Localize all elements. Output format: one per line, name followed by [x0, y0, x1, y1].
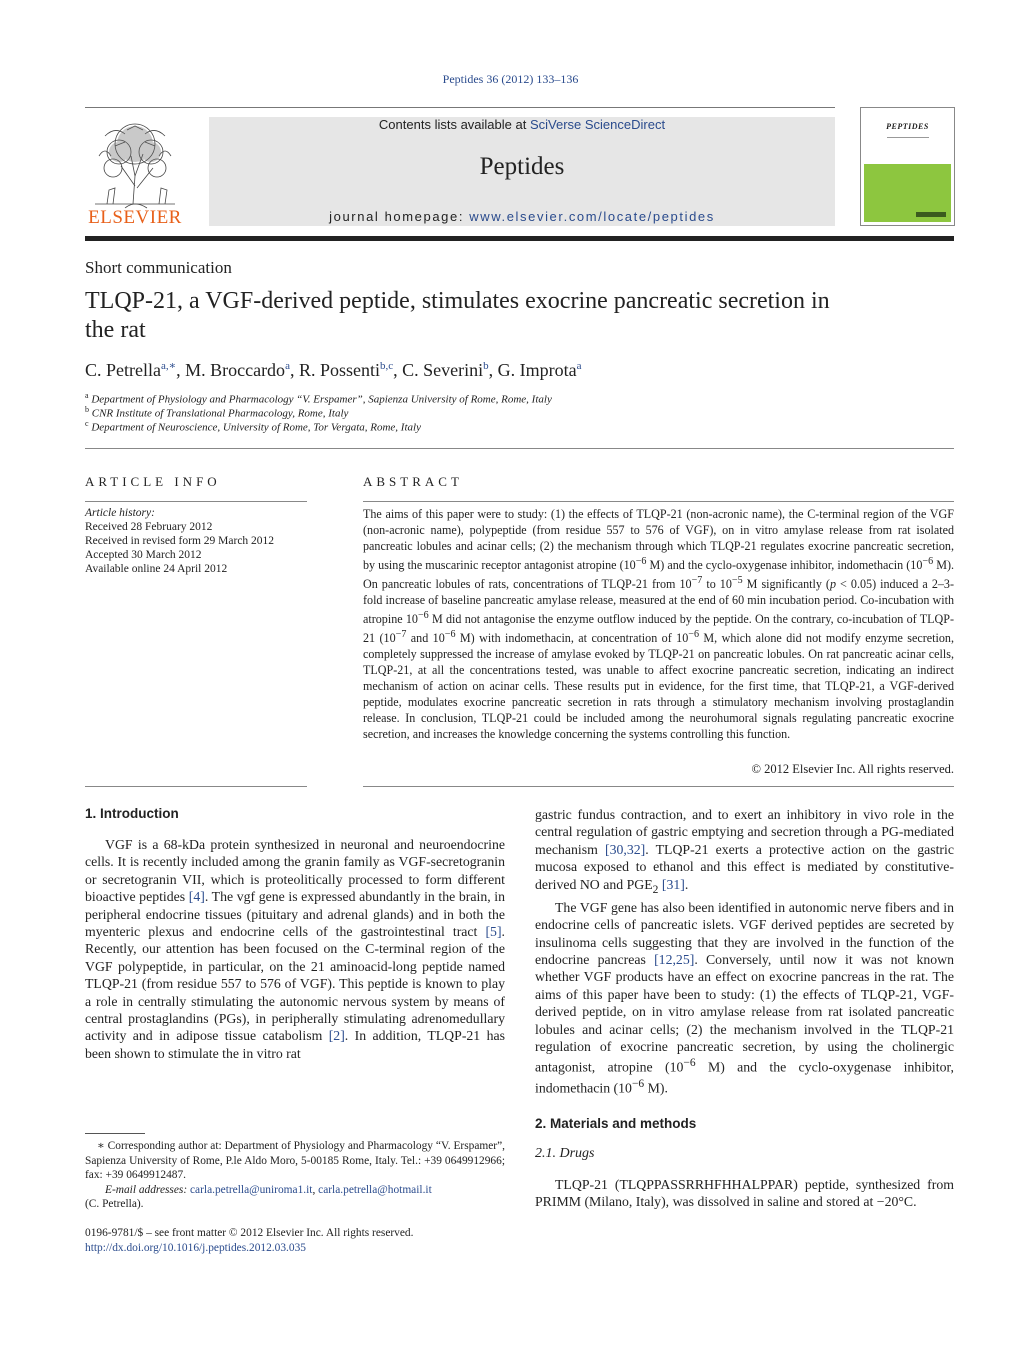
- footnote-divider: [85, 1133, 145, 1134]
- introduction-paragraph-1: VGF is a 68-kDa protein synthesized in neuronal and neuroendocrine cells. It is recently included among the granin family as VGF-secretogranin or secretogranin VII, which is proteolitically processed to form different bioactive peptides [4]. The vgf gene is expressed abundantly in the brain, in peripheral endocrine tissues (pituitary and adrenal glands) and in both the myenteric plexus and endocrine cells of the gastrointestinal tract [5]. Recently, our attention has been focused on the C-terminal region of the VGF polypeptide, in particular, on the 21 aminoacid-long peptide named TLQP-21 (from residue 557 to 576 of VGF). This peptide is known to play a role in centrally stimulating the autonomic nervous system by means of central prostaglandins (PGs), in peripherally stimulating adrenomedullary activity and in adipose tissue catabolism [2]. In addition, TLQP-21 has been shown to stimulate the in vitro rat: [85, 837, 505, 1061]
- header-thick-divider: [85, 236, 954, 241]
- cover-title: PEPTIDES: [886, 122, 929, 131]
- affiliation: [85, 391, 552, 406]
- cover-subtitle-line: [887, 137, 929, 138]
- affiliation-divider: [85, 448, 954, 449]
- cover-green-panel: [864, 164, 951, 222]
- author-affiliation-mark[interactable]: b: [483, 360, 489, 372]
- journal-reference[interactable]: Peptides 36 (2012) 133–136: [442, 72, 579, 86]
- author-affiliation-mark[interactable]: a,∗: [160, 360, 177, 372]
- citation-link[interactable]: [30,32]: [605, 841, 646, 857]
- methods-heading: 2. Materials and methods: [535, 1116, 697, 1131]
- author-separator: ,: [289, 360, 299, 380]
- email-label: E-mail addresses:: [105, 1183, 190, 1196]
- contents-prefix: Contents lists available at: [378, 117, 530, 132]
- affiliation: [85, 405, 348, 420]
- email-owner: (C. Petrella).: [85, 1198, 144, 1210]
- elsevier-wordmark: ELSEVIER: [88, 207, 182, 228]
- doi-link[interactable]: http://dx.doi.org/10.1016/j.peptides.2012.03.035: [85, 1242, 306, 1254]
- author-name: M. Broccardo: [185, 360, 286, 380]
- drugs-paragraph: TLQP-21 (TLQPPASSRRHFHHALPPAR) peptide, synthesized from PRIMM (Milano, Italy), was dissolved in saline and stored at −20°C.: [535, 1177, 954, 1210]
- citation-link[interactable]: [12,25]: [654, 952, 695, 967]
- article-info-divider: [85, 501, 307, 502]
- article-title: TLQP-21, a VGF-derived peptide, stimulates exocrine pancreatic secretion in the rat: [85, 288, 830, 343]
- author-affiliation-mark[interactable]: b,c: [379, 360, 394, 372]
- received-date: Received 28 February 2012: [85, 521, 213, 533]
- author-name: R. Possenti: [298, 360, 380, 380]
- introduction-continued: gastric fundus contraction, and to exert an inhibitory in vivo role in the central regulation of gastric emptying and secretion through a PG-mediated mechanism [30,32]. TLQP-21 exerts a protective action on the gastric mucosa exposed to ethanol and this effect is mediated by constitutive-derived NO and $PGE_2$ [31]. The VGF gene has also been identified in autonomic nerve fibers and in endocrine cells of pancreatic islets. VGF derived peptides are secreted by insulinoma cells suggesting that they are involved in the function of the endocrine pancreas [12,25]. Conversely, until now it was not known whether VGF products have an effect on exocrine pancreas in the rat. The aims of this paper have been to study: (1) the effects of TLQP-21, VGF-derived peptide, on in vitro amylase release from rat isolated pancreatic lobules and acinar cells; (2) the mechanism involved in the TLQP-21 regulation of exocrine pancreatic secretion, by using the cholinergic antagonist, atropine ($10^{-6}$ M) and the cyclo-oxygenase inhibitor, indomethacin ($10^{-6}$ M).: [535, 807, 955, 1097]
- affiliation-text: Department of Neuroscience, University of Rome, Tor Vergata, Rome, Italy: [91, 421, 421, 434]
- author: [85, 360, 185, 380]
- abstract-bottom-divider: [363, 786, 954, 787]
- author: [299, 360, 402, 380]
- author-name: C. Petrella: [85, 360, 161, 380]
- corresponding-author-footnote: ∗ Corresponding author at: Department of Physiology and Pharmacology “V. Erspamer”, Sapienza University of Rome, P.le Aldo Moro, 5-00185 Rome, Italy. Tel.: +39 0649912966; fax: +39 0649912487. E-mail addresses: carla.petrella@uniroma1.it, carla.petrella@hotmail.it (C. Petrella).: [85, 1140, 505, 1210]
- author: [402, 360, 498, 380]
- issn-line: 0196-9781/$ – see front matter © 2012 Elsevier Inc. All rights reserved.: [85, 1227, 414, 1239]
- homepage-link[interactable]: www.elsevier.com/locate/peptides: [469, 209, 715, 224]
- article-history: [85, 506, 307, 576]
- online-date: Available online 24 April 2012: [85, 563, 228, 575]
- author-separator: ,: [488, 360, 498, 380]
- journal-cover-thumbnail: [860, 107, 955, 226]
- affiliation-text: CNR Institute of Translational Pharmacology, Rome, Italy: [91, 407, 349, 420]
- author-affiliation-mark[interactable]: a: [285, 360, 290, 372]
- author: [498, 360, 582, 380]
- citation-link[interactable]: [5]: [485, 924, 502, 940]
- author-list: [85, 359, 582, 381]
- email-link[interactable]: carla.petrella@uniroma1.it: [190, 1183, 313, 1196]
- front-matter: [85, 1226, 505, 1256]
- drugs-subheading: 2.1. Drugs: [535, 1146, 595, 1161]
- accepted-date: Accepted 30 March 2012: [85, 549, 202, 561]
- author-affiliation-mark[interactable]: a: [576, 360, 582, 372]
- citation-link[interactable]: [4]: [188, 889, 205, 905]
- affiliation-mark: c: [85, 419, 89, 428]
- email-link[interactable]: carla.petrella@hotmail.it: [318, 1183, 432, 1196]
- revised-date: Received in revised form 29 March 2012: [85, 535, 275, 547]
- abstract-text: The aims of this paper were to study: (1) the effects of TLQP-21 (non-acronic name), the C-terminal region of the VGF (non-acronic name), polypeptide (from residue 557 to 576 of VGF), on in vitro amylase release from rat isolated pancreatic lobules and acinar cells; (2) the mechanism through which TLQP-21 regulates exocrine pancreatic secretion, by using the muscarinic receptor antagonist atropine ($10^{-6}$ M) and the cyclo-oxygenase inhibitor, indomethacin ($10^{-6}$ M). On pancreatic lobules of rats, concentrations of TLQP-21 from $10^{-7}$ to $10^{-5}$ M significantly (p < 0.05) induced a 2–3-fold increase of baseline pancreatic amylase release, measured at the end of 60 min incubation period. Co-incubation with atropine $10^{-6}$ M did not antagonise the enzyme outflow induced by the peptide. On the contrary, co-incubation of TLQP-21 ($10^{-7}$ and $10^{-6}$ M) with indomethacin, at concentration of $10^{-6}$ M, which alone did not modify enzyme secretion, completely suppressed the increase of amylase evoked by TLQP-21 on pancreatic lobules. On rat pancreatic acinar cells, TLQP-21, at all the concentrations tested, was unable to affect exocrine pancreatic secretion, indicating an indirect mechanism of action on acinar cells. These results put in evidence, for the first time, that TLQP-21, a VGF-derived peptide, modulates exocrine pancreatic secretion in rats through a stimulatory mechanism involving prostaglandin release. In conclusion, TLQP-21 could be included among the neurohumoral signals regulating pancreatic exocrine secretion, and increases the knowledge concerning the systems controlling this function.: [363, 507, 955, 742]
- introduction-heading: 1. Introduction: [85, 806, 179, 821]
- article-type: Short communication: [85, 258, 232, 277]
- journal-name: Peptides: [479, 153, 565, 180]
- abstract-heading: ABSTRACT: [363, 474, 463, 489]
- top-divider: [85, 107, 835, 108]
- affiliation-mark: a: [85, 391, 89, 400]
- homepage-line: [209, 209, 835, 224]
- sciencedirect-link[interactable]: SciVerse ScienceDirect: [529, 117, 666, 132]
- affiliation-text: Department of Physiology and Pharmacology “V. Erspamer”, Sapienza University of Rome, Rome, Italy: [91, 393, 552, 406]
- abstract-copyright: © 2012 Elsevier Inc. All rights reserved.: [751, 762, 954, 776]
- citation-link[interactable]: [31]: [661, 876, 685, 892]
- article-info-bottom-divider: [85, 786, 307, 787]
- journal-header-box: [209, 117, 835, 226]
- history-label: Article history:: [85, 507, 155, 519]
- author-separator: ,: [176, 360, 186, 380]
- affiliation-mark: b: [85, 405, 89, 414]
- contents-line: [209, 117, 835, 132]
- author-name: C. Severini: [402, 360, 484, 380]
- citation-link[interactable]: [2]: [328, 1028, 345, 1044]
- author-name: G. Improta: [497, 360, 577, 380]
- author: [185, 360, 299, 380]
- author-separator: ,: [393, 360, 403, 380]
- abstract-divider: [363, 501, 954, 502]
- cover-publisher-mark: [916, 212, 946, 217]
- affiliation: [85, 419, 421, 434]
- article-info-heading: ARTICLE INFO: [85, 474, 221, 489]
- homepage-prefix: journal homepage:: [329, 209, 470, 224]
